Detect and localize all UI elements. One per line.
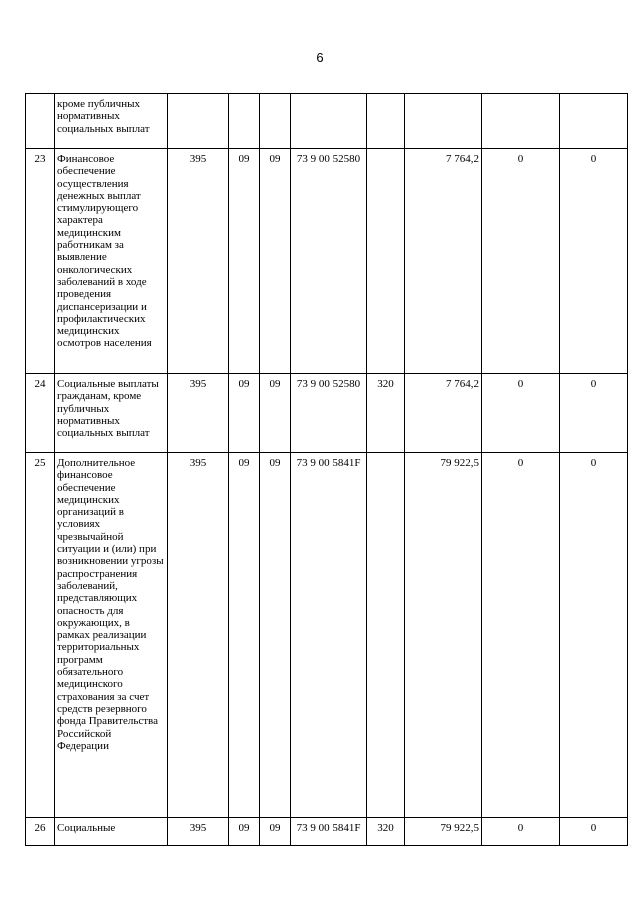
amount-cell: [405, 94, 482, 149]
value-cell: 0: [482, 374, 560, 453]
row-number-cell: [26, 94, 55, 149]
value-cell: 0: [482, 149, 560, 374]
ministry-code-cell: 395: [168, 149, 229, 374]
ministry-code-cell: 395: [168, 818, 229, 846]
subsection-code-cell: 09: [260, 149, 291, 374]
budget-table: [25, 93, 628, 846]
section-code-cell: 09: [229, 149, 260, 374]
row-number-cell: 23: [26, 149, 55, 374]
value-cell: 0: [560, 453, 628, 818]
row-number-cell: 24: [26, 374, 55, 453]
expense-type-cell: 320: [367, 374, 405, 453]
target-code-cell: 73 9 00 5841F: [291, 818, 367, 846]
subsection-code-cell: [260, 94, 291, 149]
ministry-code-cell: 395: [168, 374, 229, 453]
target-code-cell: 73 9 00 5841F: [291, 453, 367, 818]
value-cell: 0: [482, 818, 560, 846]
expense-type-cell: 320: [367, 818, 405, 846]
value-cell: 0: [560, 374, 628, 453]
target-code-cell: 73 9 00 52580: [291, 374, 367, 453]
amount-cell: 7 764,2: [405, 374, 482, 453]
amount-cell: 7 764,2: [405, 149, 482, 374]
expense-type-cell: [367, 94, 405, 149]
page-number: 6: [316, 50, 324, 65]
value-cell: 0: [560, 149, 628, 374]
table-row: [26, 374, 628, 453]
table-row: [26, 453, 628, 818]
value-cell: [560, 94, 628, 149]
row-number-cell: 26: [26, 818, 55, 846]
row-number-cell: 25: [26, 453, 55, 818]
value-cell: [482, 94, 560, 149]
subsection-code-cell: 09: [260, 374, 291, 453]
row-name-cell: кроме публичных нормативных социальных выплат: [55, 94, 168, 149]
row-name-cell: Дополнительное финансовое обеспечение медицинских организаций в условиях чрезвычайной ситуации и (или) при возникновении угрозы распространения заболеваний, представляющих опасность для окружающих, в рамках реализации территориальных программ обязательного медицинского страхования за счет средств резервного фонда Правительства Российской Федерации: [55, 453, 168, 818]
section-code-cell: [229, 94, 260, 149]
table-row: [26, 818, 628, 846]
ministry-code-cell: 395: [168, 453, 229, 818]
subsection-code-cell: 09: [260, 818, 291, 846]
table-row: [26, 94, 628, 149]
row-name-cell: Социальные выплаты гражданам, кроме публичных нормативных социальных выплат: [55, 374, 168, 453]
value-cell: 0: [560, 818, 628, 846]
row-name-cell: Финансовое обеспечение осуществления денежных выплат стимулирующего характера медицинским работникам за выявление онкологических заболеваний в ходе проведения диспансеризации и профилактических медицинских осмотров населения: [55, 149, 168, 374]
target-code-cell: 73 9 00 52580: [291, 149, 367, 374]
subsection-code-cell: 09: [260, 453, 291, 818]
section-code-cell: 09: [229, 818, 260, 846]
amount-cell: 79 922,5: [405, 818, 482, 846]
table-row: [26, 149, 628, 374]
value-cell: 0: [482, 453, 560, 818]
expense-type-cell: [367, 149, 405, 374]
row-name-cell: Социальные: [55, 818, 168, 846]
expense-type-cell: [367, 453, 405, 818]
ministry-code-cell: [168, 94, 229, 149]
amount-cell: 79 922,5: [405, 453, 482, 818]
target-code-cell: [291, 94, 367, 149]
section-code-cell: 09: [229, 374, 260, 453]
section-code-cell: 09: [229, 453, 260, 818]
